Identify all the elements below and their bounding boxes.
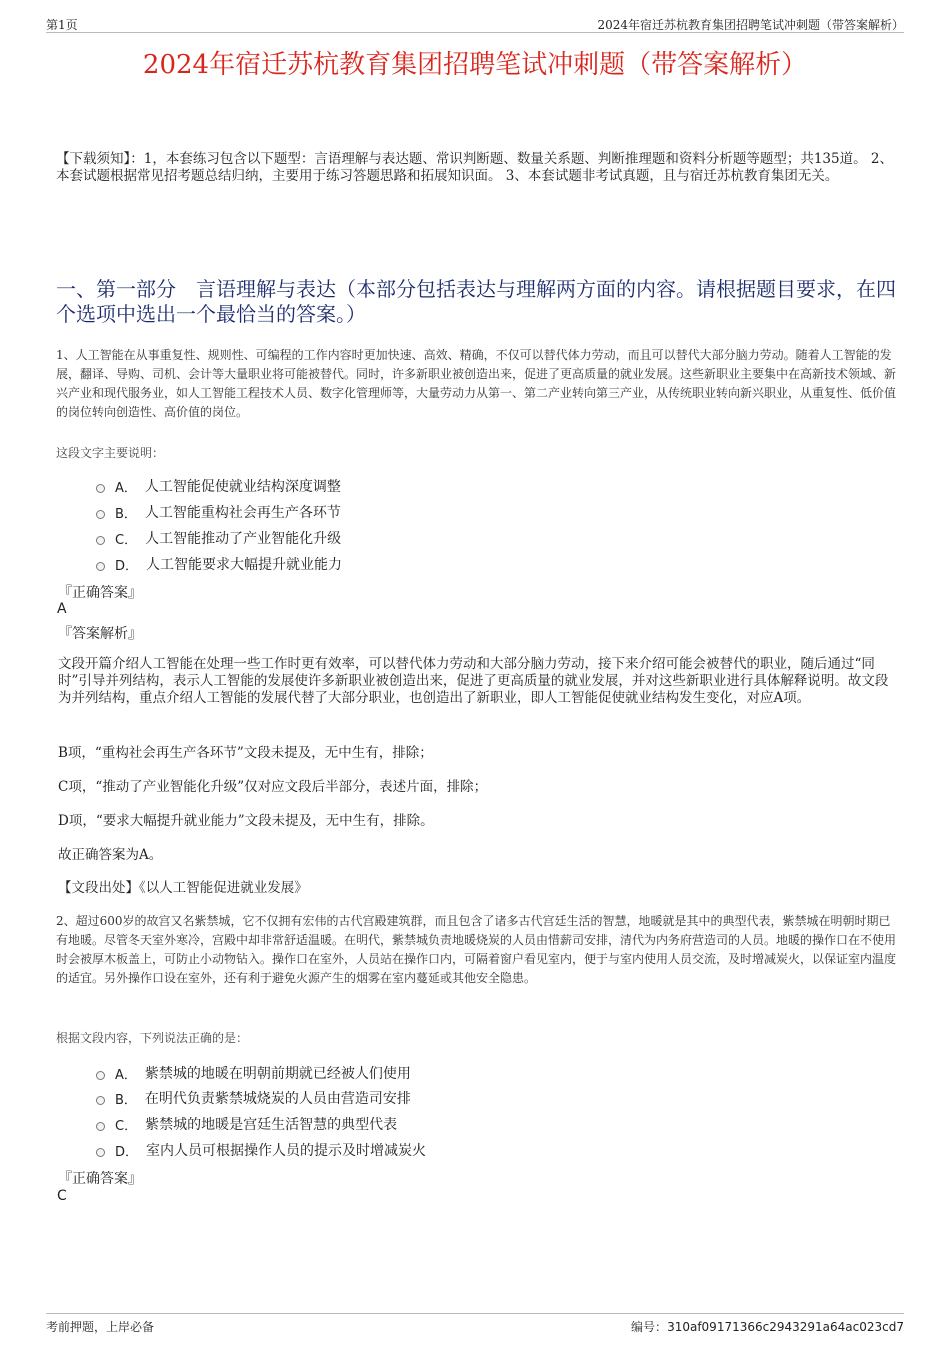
download-notice: 【下载须知】：1，本套练习包含以下题型：言语理解与表达题、常识判断题、数量关系题、判断推理题和资料分析题等题型；共135道。 2、本套试题根据常见招考题总结归纳，主要用于练习答题思路和拓展知识面。 3、本套试题非考试真题，且与宿迁苏杭教育集团无关。 [56, 151, 893, 184]
page-footer [46, 1313, 904, 1334]
q2-option-d[interactable]: D． 室内人员可根据操作人员的提示及时增减炭火 [96, 1140, 426, 1160]
question-2-prompt: 根据文段内容，下列说法正确的是： [56, 1031, 249, 1045]
q1-answer: A [57, 601, 67, 617]
q1-option-a[interactable]: A． 人工智能促使就业结构深度调整 [96, 476, 341, 496]
section-heading: 一、第一部分 言语理解与表达（本部分包括表达与理解两方面的内容。请根据题目要求，在四个选项中选出一个最恰当的答案。） [56, 277, 896, 326]
q2-option-c[interactable]: C． 紫禁城的地暖是宫廷生活智慧的典型代表 [96, 1114, 397, 1134]
radio-icon[interactable] [96, 1122, 105, 1131]
question-2-stem: 2、超过600岁的故宫又名紫禁城，它不仅拥有宏伟的古代宫殿建筑群，而且包含了诸多古代宫廷生活的智慧，地暖就是其中的典型代表，紫禁城在明朝时期已有地暖。尽管冬天室外寒冷，宫殿中却非常舒适温暖。在明代，紫禁城负责地暖烧炭的人员由惜薪司安排，清代为内务府营造司的人员。地暖的操作口在不使用时会被厚木板盖上，可防止小动物钻入。操作口在室外，人员站在操作口内，可隔着窗户看见室内，便于与室内使用人员交流，及时增减炭火，以保证室内温度的适宜。另外操作口设在室外，还有利于避免火源产生的烟雾在室内蔓延或其他安全隐患。 [56, 914, 897, 985]
footer-slogan: 考前押题，上岸必备 [46, 1320, 155, 1334]
q1-option-c[interactable]: C． 人工智能推动了产业智能化升级 [96, 528, 341, 548]
q1-option-b[interactable]: B． 人工智能重构社会再生产各环节 [96, 502, 341, 522]
page-number: 第1页 [46, 18, 78, 32]
q1-analysis-c: C项，“推动了产业智能化升级”仅对应文段后半部分，表述片面，排除； [58, 779, 488, 795]
radio-icon[interactable] [96, 1071, 105, 1080]
radio-icon[interactable] [96, 1148, 105, 1157]
q1-answer-label: 『正确答案』 [58, 585, 142, 601]
q1-analysis-b: B项，“重构社会再生产各环节”文段未提及，无中生有，排除； [58, 745, 433, 761]
page-title: 2024年宿迁苏杭教育集团招聘笔试冲刺题（带答案解析） [142, 50, 808, 80]
q1-option-d[interactable]: D． 人工智能要求大幅提升就业能力 [96, 554, 342, 574]
q1-analysis-d: D项，“要求大幅提升就业能力”文段未提及，无中生有，排除。 [58, 813, 434, 829]
q1-analysis-label: 『答案解析』 [58, 626, 142, 642]
header-doc-title: 2024年宿迁苏杭教育集团招聘笔试冲刺题（带答案解析） [597, 18, 904, 32]
q1-analysis-main: 文段开篇介绍人工智能在处理一些工作时更有效率，可以替代体力劳动和大部分脑力劳动，接下来介绍可能会被替代的职业，随后通过“同时”引导并列结构，表示人工智能的发展使许多新职业被创造出来，促进了更高质量的就业发展，并对这些新职业进行具体解释说明。故文段为并列结构，重点介绍人工智能的发展代替了大部分职业，也创造出了新职业，即人工智能促使就业结构发生变化，对应A项。 [58, 656, 889, 706]
radio-icon[interactable] [96, 510, 105, 519]
page-header [46, 14, 904, 33]
q2-option-b[interactable]: B． 在明代负责紫禁城烧炭的人员由营造司安排 [96, 1088, 411, 1108]
radio-icon[interactable] [96, 484, 105, 493]
radio-icon[interactable] [96, 536, 105, 545]
question-1-prompt: 这段文字主要说明： [56, 446, 165, 460]
question-1-stem: 1、人工智能在从事重复性、规则性、可编程的工作内容时更加快速、高效、精确，不仅可以替代体力劳动，而且可以替代大部分脑力劳动。随着人工智能的发展，翻译、导购、司机、会计等大量职业将可能被替代。同时，许多新职业被创造出来，促进了更高质量的就业发展。这些新职业主要集中在高新技术领域、新兴产业和现代服务业，如人工智能工程技术人员、数字化管理师等，大量劳动力从第一、第二产业转向第三产业，从传统职业转向新兴职业，从重复性、低价值的岗位转向创造性、高价值的岗位。 [56, 348, 897, 419]
q1-analysis-conclusion: 故正确答案为A。 [58, 847, 163, 863]
q2-answer-label: 『正确答案』 [58, 1171, 142, 1187]
footer-doc-code: 编号：310af09171366c2943291a64ac023cd7 [631, 1320, 904, 1334]
q2-answer: C [57, 1188, 67, 1204]
q1-source: 【文段出处】《以人工智能促进就业发展》 [58, 880, 308, 896]
radio-icon[interactable] [96, 562, 105, 571]
radio-icon[interactable] [96, 1096, 105, 1105]
q2-option-a[interactable]: A． 紫禁城的地暖在明朝前期就已经被人们使用 [96, 1063, 411, 1083]
